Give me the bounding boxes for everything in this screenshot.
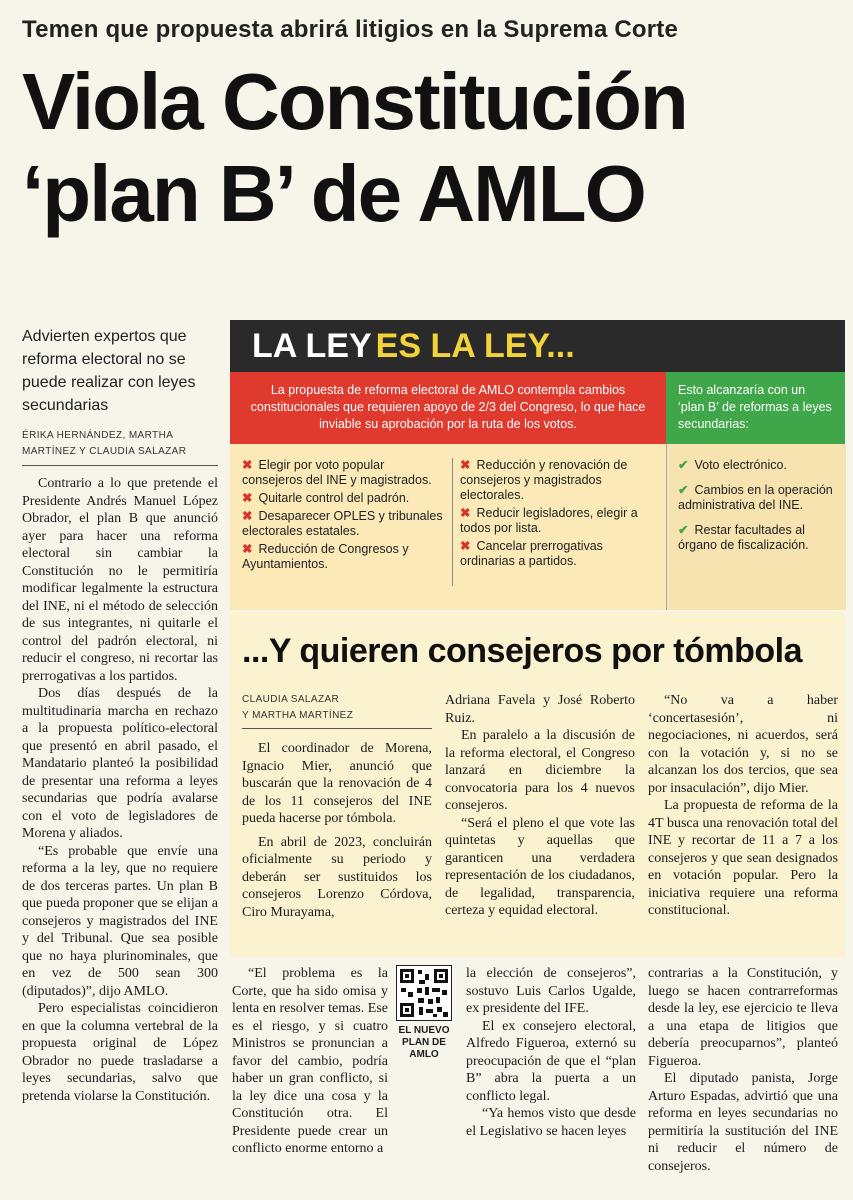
infographic-title-white: LA LEY — [252, 327, 372, 365]
sub-story-byline — [242, 692, 432, 724]
kicker: Temen que propuesta abrirá litigios en la Suprema Corte — [22, 16, 679, 43]
x-icon: ✖ — [242, 458, 253, 472]
lower-col-2 — [466, 965, 636, 1140]
list-item-text: Cancelar prerrogativas ordinarias a partidos. — [460, 539, 603, 568]
x-icon: ✖ — [242, 491, 253, 505]
paragraph: “No va a haber ‘concertasesión’, ni negociaciones, ni acuerdos, será con la votación y, si no se alcanzan los dos tercios, que sea por insaculación”, dijo Mier. — [648, 693, 838, 796]
list-item — [678, 523, 838, 553]
paragraph: El coordinador de Morena, Ignacio Mier, anunció que buscarán que la renovación de 4 de los 11 consejeros del INE pueda hacerse por tómbola. — [242, 741, 432, 826]
byline-line: Y MARTHA MARTÍNEZ — [242, 710, 354, 721]
qr-label-line: EL NUEVO — [398, 1025, 450, 1036]
infographic-divider — [452, 458, 453, 586]
qr-label-line: PLAN DE AMLO — [402, 1037, 446, 1060]
paragraph: “Será el pleno el que vote las quintetas y aquellas que garanticen una verdadera representación de los ciudadanos, de legalidad, transparencia, certeza y equidad electoral. — [445, 815, 635, 918]
qr-label — [388, 1025, 460, 1061]
deck: Advierten expertos que reforma electoral no se puede realizar con leyes secundarias — [22, 328, 196, 414]
paragraph: “El problema es la Corte, que ha sido omisa y lenta en resolver temas. Ese es el riesgo, y si cuatro Ministros se pronuncian a favor del cambio, podría haber un gran conflicto, si la ley dice una cosa y la Constitución otra. El Presidente puede crear un conflicto enorme entorno a — [232, 966, 388, 1156]
lower-col-1 — [232, 965, 388, 1158]
list-item — [460, 539, 655, 569]
infographic-title-bar — [230, 320, 845, 372]
paragraph: la elección de consejeros”, sostuvo Luis Carlos Ugalde, ex presidente del IFE. — [466, 966, 636, 1016]
byline-line: ÉRIKA HERNÁNDEZ, MARTHA — [22, 430, 174, 441]
infographic-red-panel: La propuesta de reforma electoral de AMLO contempla cambios constitucionales que requieren apoyo de 2/3 del Congreso, lo que hace inviable su aprobación por la ruta de los votos. — [230, 372, 666, 444]
paragraph: Contrario a lo que pretende el Presidente Andrés Manuel López Obrador, el plan B que anunció ayer para hacer una reforma electoral sin cambiar la Constitución no le permitiría modificar legalmente la estructura del INE, ni el método de selección de sus integrantes, ni quitarle el control del padrón electoral, ni reducir el congreso, ni recortar las prerrogativas a los partidos. — [22, 476, 218, 684]
list-item — [242, 458, 447, 488]
byline-rule — [242, 728, 432, 729]
list-item-text: Desaparecer OPLES y tribunales electorales estatales. — [242, 509, 443, 538]
check-list — [678, 458, 838, 556]
list-item-text: Cambios en la operación administrativa del INE. — [678, 483, 833, 512]
paragraph: La propuesta de reforma de la 4T busca una renovación total del INE y recortar de 11 a 7 a los consejeros y que sean designados en votación popular. Pero la iniciativa requiere una reforma constitucional. — [648, 798, 838, 918]
list-item — [460, 506, 655, 536]
paragraph: Dos días después de la multitudinaria marcha en rechazo a la propuesta político-electoral que presentó en abril pasado, el Mandatario planteó la posibilidad de presentar una reforma a leyes secundarias que podría avalarse con el voto de legisladores de Morena y aliados. — [22, 686, 218, 841]
paragraph: Adriana Favela y José Roberto Ruiz. — [445, 693, 635, 726]
x-icon: ✖ — [460, 539, 471, 553]
x-icon: ✖ — [460, 506, 471, 520]
list-item — [678, 458, 838, 473]
paragraph: contrarias a la Constitución, y luego se hacen contrarreformas desde la ley, ese ejercicio te lleva a una etapa de litigios que debería preocuparnos”, planteó Figueroa. — [648, 966, 838, 1069]
x-list-2 — [460, 458, 655, 572]
list-item — [242, 542, 447, 572]
x-list-1 — [242, 458, 447, 575]
byline-main — [22, 428, 218, 460]
list-item-text: Reducción y renovación de consejeros y magistrados electorales. — [460, 458, 628, 502]
paragraph: En abril de 2023, concluirán oficialmente su periodo y deberán ser sustituidos los consejeros Lorenzo Córdova, Ciro Murayama, — [242, 834, 432, 920]
headline-line-2: ‘plan B’ de AMLO — [22, 149, 645, 238]
x-icon: ✖ — [242, 542, 253, 556]
x-icon: ✖ — [460, 458, 471, 472]
sub-story-col-2 — [445, 692, 635, 920]
sub-story-headline: ...Y quieren consejeros por tómbola — [242, 632, 803, 670]
checkmark-icon: ✔ — [678, 523, 689, 537]
list-item — [678, 483, 838, 513]
list-item-text: Quitarle control del padrón. — [258, 491, 410, 505]
byline-rule — [22, 465, 218, 466]
checkmark-icon: ✔ — [678, 483, 689, 497]
list-item-text: Elegir por voto popular consejeros del INE y magistrados. — [242, 458, 432, 487]
byline-line: CLAUDIA SALAZAR — [242, 694, 340, 705]
x-icon: ✖ — [242, 509, 253, 523]
list-item — [242, 509, 447, 539]
list-item-text: Reducción de Congresos y Ayuntamientos. — [242, 542, 409, 571]
paragraph: Pero especialistas coincidieron en que la columna vertebral de la propuesta original de López Obrador no puede trasladarse a leyes secundarias, salvo que pretenda violarse la Constitución. — [22, 1001, 218, 1104]
sub-story-col-1 — [242, 740, 432, 921]
headline — [22, 56, 842, 240]
qr-code-graphic — [397, 966, 451, 1020]
infographic — [230, 320, 845, 610]
paragraph: “Ya hemos visto que desde el Legislativo se hacen leyes — [466, 1106, 636, 1139]
infographic-green-panel: Esto alcanzaría con un ‘plan B’ de reformas a leyes secundarias: — [666, 372, 845, 444]
main-story — [22, 475, 218, 1105]
list-item-text: Restar facultades al órgano de fiscalización. — [678, 523, 809, 552]
list-item — [460, 458, 655, 503]
paragraph: “Es probable que envíe una reforma a la ley, que no requiere de dos terceras partes. Un plan B que pueda proponer que se elijan a consejeros y magistrados del INE y del Tribunal. Que sea posible que no haya plurinominales, que en vez de 500 sean 300 (diputados)”, dijo AMLO. — [22, 843, 218, 999]
paragraph: El diputado panista, Jorge Arturo Espadas, advirtió que una reforma en leyes secundarias no permitiría la sustitución del INE ni reducir el número de consejeros. — [648, 1071, 838, 1174]
paragraph: En paralelo a la discusión de la reforma electoral, el Congreso lanzará en diciembre la convocatoria para los 4 nuevos consejeros. — [445, 728, 635, 813]
paragraph: El ex consejero electoral, Alfredo Figueroa, externó su preocupación de que el “plan B” abra la puerta a un conflicto legal. — [466, 1018, 636, 1104]
list-item — [242, 491, 447, 506]
headline-line-1: Viola Constitución — [22, 57, 687, 146]
qr-code-icon[interactable] — [396, 965, 452, 1021]
list-item-text: Reducir legisladores, elegir a todos por lista. — [460, 506, 638, 535]
sub-story-col-3 — [648, 692, 838, 920]
checkmark-icon: ✔ — [678, 458, 689, 472]
infographic-title-yellow: ES LA LEY... — [375, 327, 575, 365]
byline-line: MARTÍNEZ Y CLAUDIA SALAZAR — [22, 446, 187, 457]
list-item-text: Voto electrónico. — [694, 458, 787, 472]
lower-col-3 — [648, 965, 838, 1175]
